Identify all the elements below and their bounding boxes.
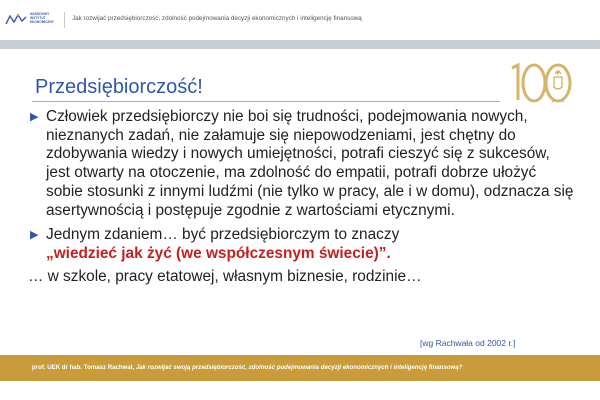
source-citation: [wg Rachwała od 2002 r.]	[420, 338, 516, 348]
highlight-text: „wiedzieć jak żyć (we współczesnym świecie)”.	[46, 244, 391, 262]
institute-logo-icon	[5, 13, 27, 26]
header-title: Jak rozwijać przedsiębiorczość, zdolność podejmowania decyzji ekonomicznych i inteligencję finansową	[72, 15, 362, 22]
bullet-arrow-icon: ▶	[30, 111, 39, 123]
anniversary-logo-icon	[506, 60, 574, 106]
bullet-item	[28, 226, 576, 263]
top-bar	[0, 0, 600, 40]
bullet-item	[28, 108, 576, 220]
bullet-text: Jednym zdaniem… być przedsiębiorczym to znaczy	[46, 226, 400, 244]
institute-logo-text: NARODOWY INSTYTUT EKONOMICZNY	[30, 12, 54, 24]
heading-rule	[32, 101, 500, 102]
slide-heading: Przedsiębiorczość!	[35, 76, 203, 98]
footer	[0, 355, 600, 381]
bullet-arrow-icon: ▶	[30, 229, 39, 242]
footer-text	[32, 364, 462, 371]
bottom-margin	[0, 381, 600, 400]
header-divider	[64, 12, 65, 28]
header-band	[0, 40, 600, 49]
closing-line: … w szkole, pracy etatowej, własnym biznesie, rodzinie…	[28, 267, 422, 285]
footer-title: Jak rozwijać swoją przedsiębiorczość, zdolność podejmowania decyzji ekonomicznych i inteligencję finansową?	[135, 364, 463, 371]
bullet-text: Człowiek przedsiębiorczy nie boi się trudności, podejmowania nowych, nieznanych zadań, nie załamuje się niepowodzeniami, jest chętny do zdobywania wiedzy i nowych umiejętności, potrafi cieszyć się z sukcesów, jest otwarty na otoczenie, ma zdolność do empatii, potrafi dobrze ułożyć sobie stosunki z innymi ludźmi (nie tylko w pracy, ale i w domu), odznacza się asertywnością i postępuje zgodnie z wartościami etycznymi.	[46, 108, 574, 219]
footer-author: prof. UEK dr hab. Tomasz Rachwał,	[32, 364, 135, 371]
slide-body	[28, 108, 576, 286]
